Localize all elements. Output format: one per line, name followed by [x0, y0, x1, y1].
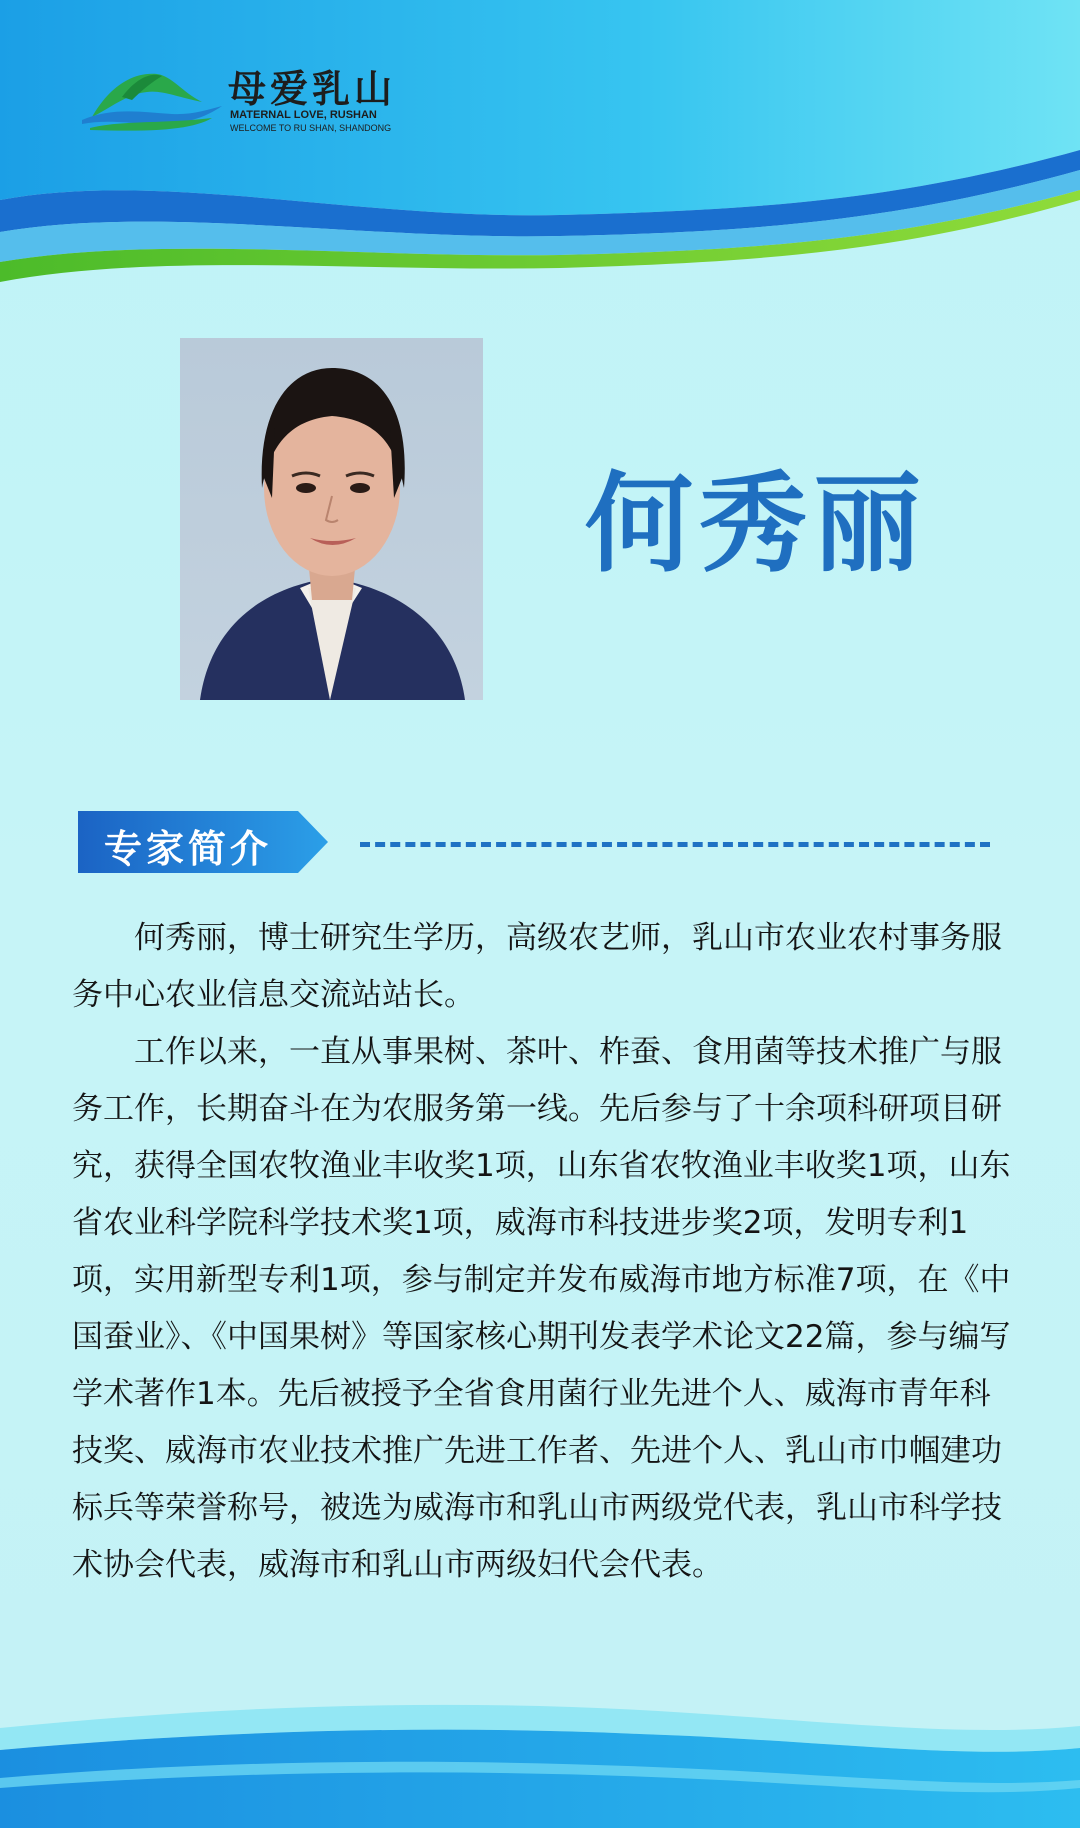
header-banner [0, 0, 1080, 300]
portrait-image [180, 338, 483, 700]
logo [82, 58, 422, 140]
biography [72, 910, 1012, 1594]
logo-subtitle: MATERNAL LOVE, RUSHAN [230, 109, 377, 121]
section-title: 专家简介 [104, 826, 273, 871]
logo-title: 母爱乳山 [228, 66, 397, 111]
expert-portrait [180, 338, 483, 700]
bio-paragraph-2: 工作以来，一直从事果树、茶叶、柞蚕、食用菌等技术推广与服务工作，长期奋斗在为农服务第一线。先后参与了十余项科研项目研究，获得全国农牧渔业丰收奖1项，山东省农牧渔业丰收奖1项，山东省农业科学院科学技术奖1项，威海市科技进步奖2项，发明专利1项，实用新型专利1项，参与制定并发布威海市地方标准7项，在《中国蚕业》、《中国果树》等国家核心期刊发表学术论文22篇，参与编写学术著作1本。先后被授予全省食用菌行业先进个人、威海市青年科技奖、威海市农业技术推广先进工作者、先进个人、乳山市巾帼建功标兵等荣誉称号，被选为威海市和乳山市两级党代表，乳山市科学技术协会代表，威海市和乳山市两级妇代会代表。 [72, 1034, 1011, 1583]
footer-banner [0, 1688, 1080, 1828]
mountain-wave-logo-icon [82, 62, 222, 132]
bio-paragraph-1: 何秀丽，博士研究生学历，高级农艺师，乳山市农业农村事务服务中心农业信息交流站站长。 [72, 920, 1002, 1013]
section-divider [360, 842, 990, 847]
expert-name: 何秀丽 [585, 461, 928, 587]
logo-tagline: WELCOME TO RU SHAN, SHANDONG [230, 123, 392, 133]
